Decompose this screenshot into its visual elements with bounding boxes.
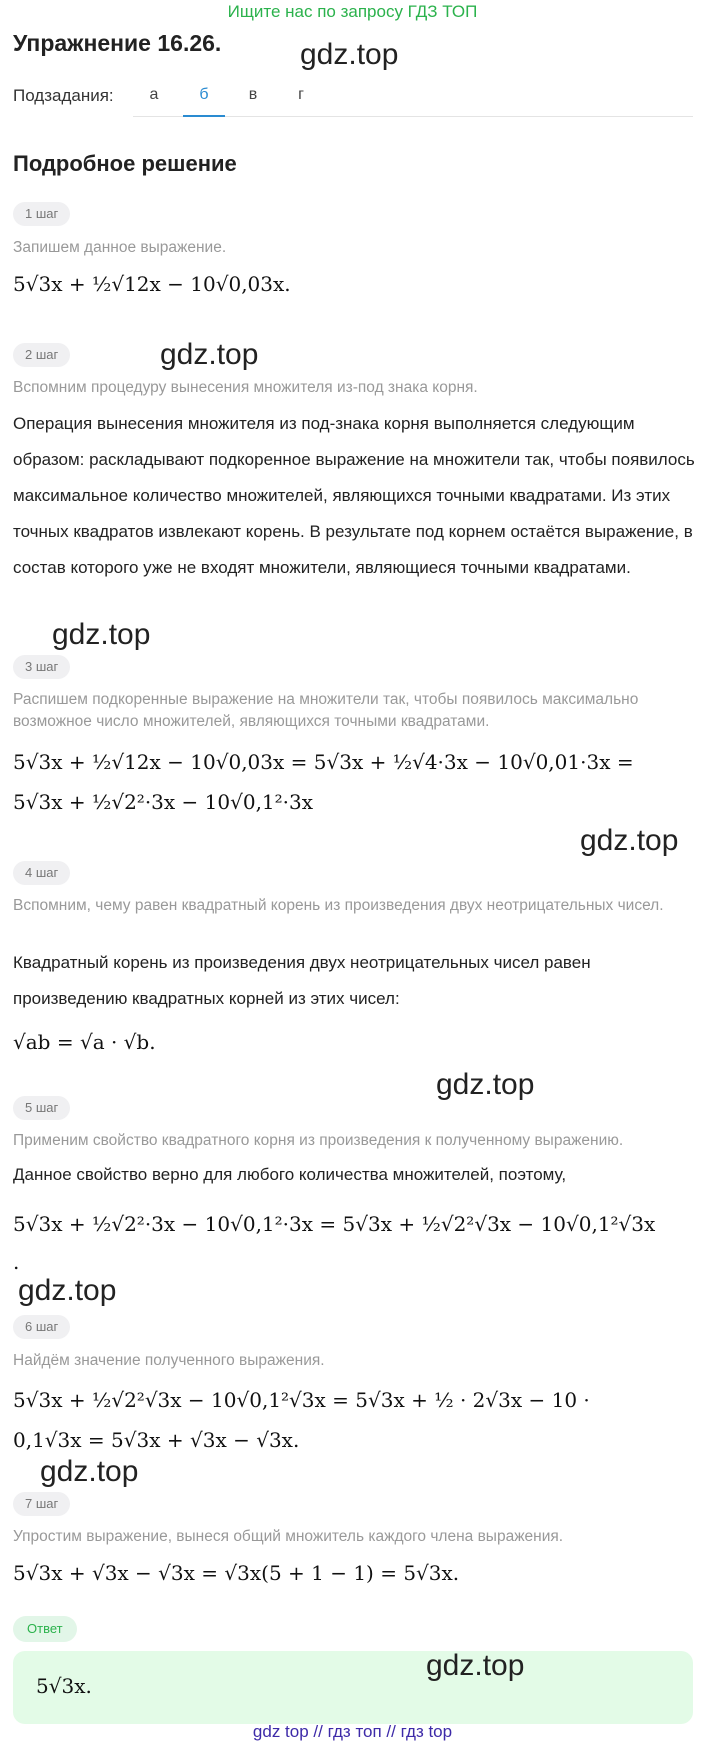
tab-g[interactable]: г xyxy=(298,86,304,103)
step-badge: 7 шаг xyxy=(13,1492,70,1516)
tab-b[interactable]: б xyxy=(183,86,225,117)
step-hint: Распишем подкоренные выражение на множители так, чтобы появилось максимально возможное число множителей, являющихся точными квадратами. xyxy=(13,691,639,730)
step-badge: 6 шаг xyxy=(13,1315,70,1339)
step-badge: 2 шаг xyxy=(13,343,70,367)
step-math: √ab = √a · √b. xyxy=(13,1030,156,1054)
footer-links[interactable]: gdz top // гдз топ // гдз top xyxy=(252,1722,453,1741)
step-badge: 5 шаг xyxy=(13,1096,70,1120)
subtasks-tabs xyxy=(133,80,693,117)
step-math: 5√3x + ½√2²·3x − 10√0,1²·3x xyxy=(13,790,314,814)
step-text: Квадратный корень из произведения двух неотрицательных чисел равен произведению квадратных корней из этих чисел: xyxy=(13,953,591,1008)
step-badge: 1 шаг xyxy=(13,202,70,226)
step-math: 5√3x + ½√2²√3x − 10√0,1²√3x = 5√3x + ½ · 2√3x − 10 · xyxy=(13,1388,590,1412)
solution-heading: Подробное решение xyxy=(13,151,237,176)
step-badge: 4 шаг xyxy=(13,861,70,885)
step-hint: Запишем данное выражение. xyxy=(13,239,227,256)
answer-box xyxy=(13,1651,693,1724)
search-banner: Ищите нас по запросу ГДЗ ТОП xyxy=(227,2,478,21)
watermark: gdz.top xyxy=(52,618,151,651)
step-math: 0,1√3x = 5√3x + √3x − √3x. xyxy=(13,1428,300,1452)
step-badge: 3 шаг xyxy=(13,655,70,679)
answer-math: 5√3x. xyxy=(36,1674,92,1698)
watermark: gdz.top xyxy=(436,1068,535,1101)
answer-badge: Ответ xyxy=(13,1616,77,1642)
watermark: gdz.top xyxy=(426,1649,525,1682)
watermark: gdz.top xyxy=(580,824,679,857)
step-hint: Применим свойство квадратного корня из произведения к полученному выражению. xyxy=(13,1132,624,1149)
watermark: gdz.top xyxy=(160,338,259,371)
step-text: Операция вынесения множителя из под-знака корня выполняется следующим образом: раскладывают подкоренное выражение на множители так, чтобы появилось максимальное количество множителей, являющихся точными квадратами. Из этих точных квадратов извлекают корень. В результате под корнем остаётся выражение, в состав которого уже не входят множители, являющиеся точными квадратами. xyxy=(13,414,695,577)
subtasks-label: Подзадания: xyxy=(13,86,114,105)
step-hint: Упростим выражение, вынеся общий множитель каждого члена выражения. xyxy=(13,1528,564,1545)
watermark: gdz.top xyxy=(300,38,399,71)
step-hint: Найдём значение полученного выражения. xyxy=(13,1352,325,1369)
step-text: Данное свойство верно для любого количества множителей, поэтому, xyxy=(13,1165,567,1184)
step-math: 5√3x + ½√12x − 10√0,03x = 5√3x + ½√4·3x − 10√0,01·3x = xyxy=(13,750,634,774)
step-hint: Вспомним процедуру вынесения множителя из-под знака корня. xyxy=(13,379,478,396)
watermark: gdz.top xyxy=(40,1455,139,1488)
page-title: Упражнение 16.26. xyxy=(13,30,222,56)
step-math-period: . xyxy=(13,1250,20,1274)
step-math: 5√3x + ½√2²·3x − 10√0,1²·3x = 5√3x + ½√2²√3x − 10√0,1²√3x xyxy=(13,1212,656,1236)
step-math: 5√3x + ½√12x − 10√0,03x. xyxy=(13,272,291,296)
step-hint: Вспомним, чему равен квадратный корень из произведения двух неотрицательных чисел. xyxy=(13,897,664,914)
tab-v[interactable]: в xyxy=(248,86,258,103)
tab-a[interactable]: а xyxy=(149,86,159,103)
watermark: gdz.top xyxy=(18,1274,117,1307)
step-math: 5√3x + √3x − √3x = √3x(5 + 1 − 1) = 5√3x. xyxy=(13,1561,460,1585)
